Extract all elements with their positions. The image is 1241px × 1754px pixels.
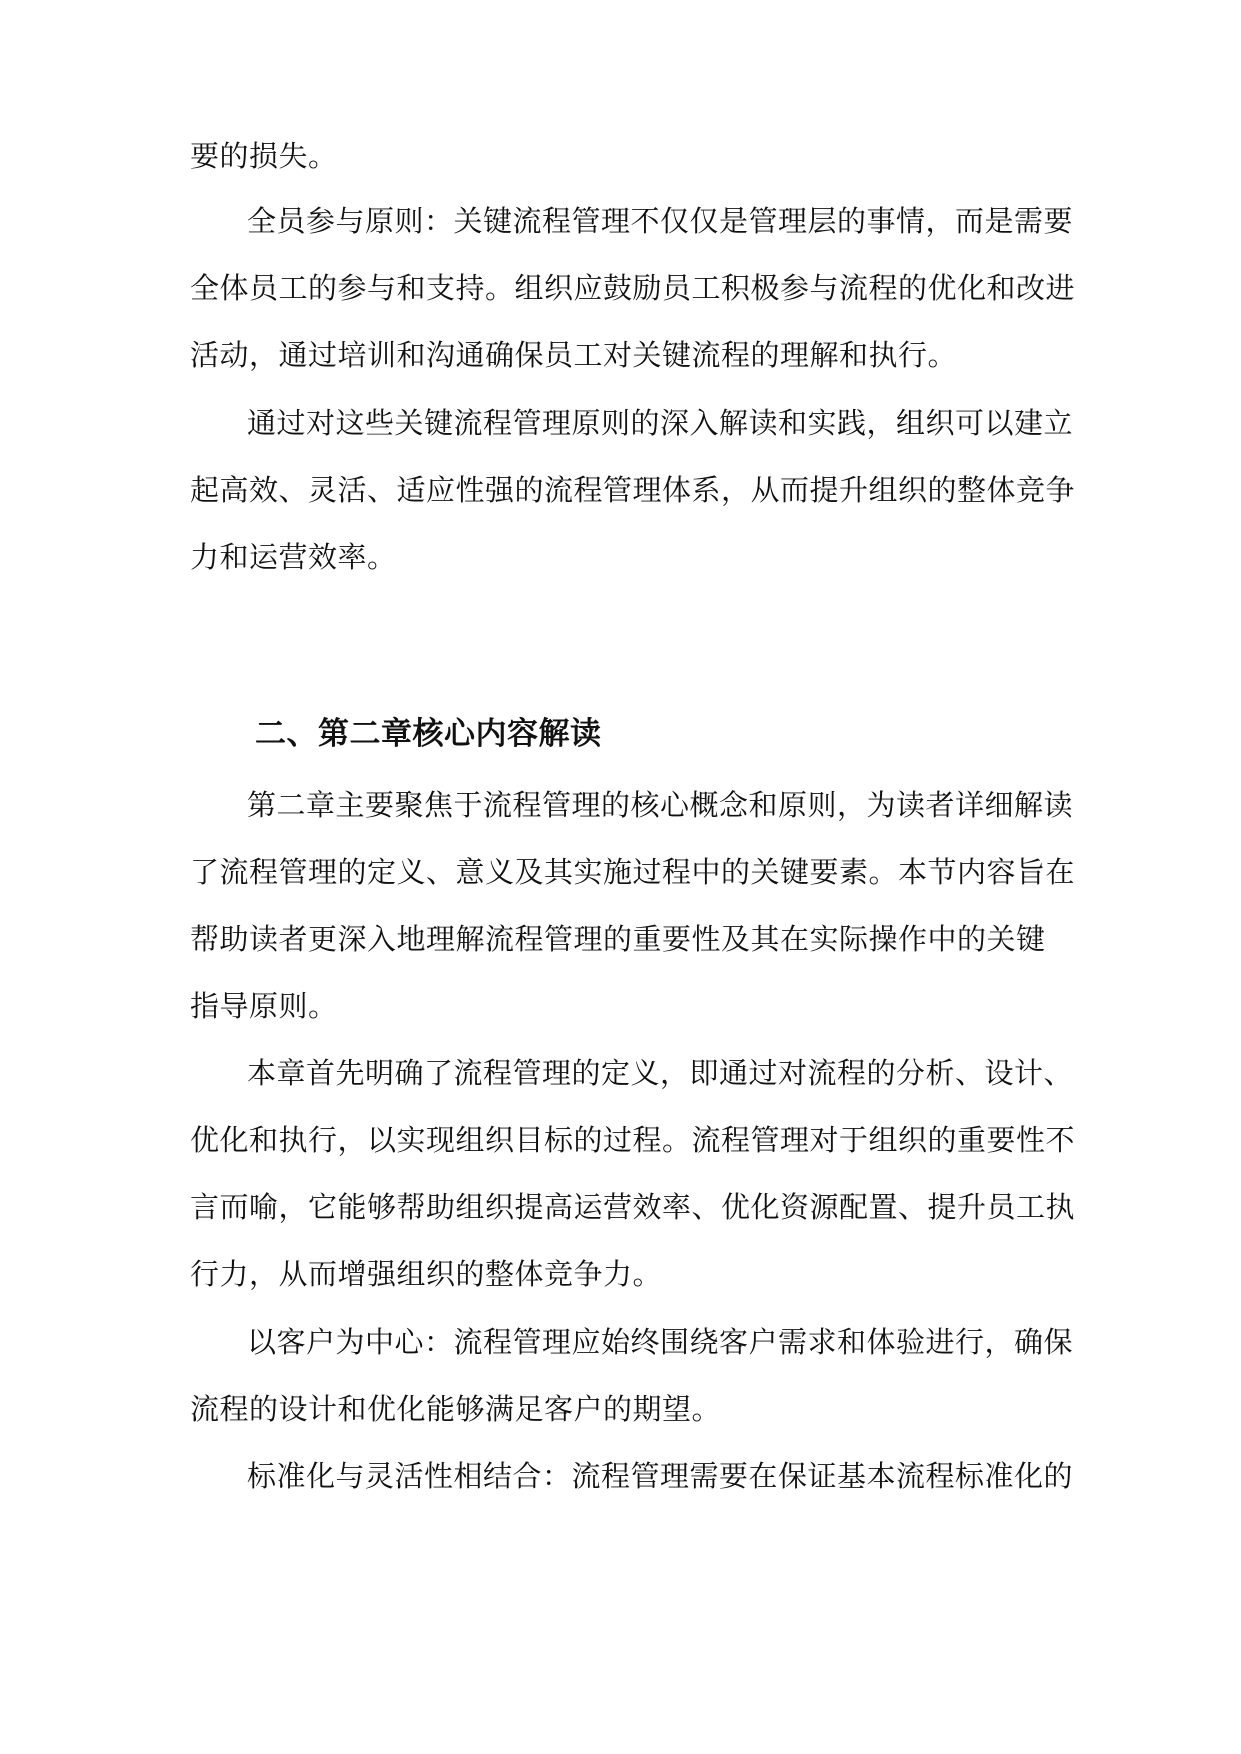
text-line: 行力，从而增强组织的整体竞争力。: [190, 1257, 663, 1291]
text-line: 起高效、灵活、适应性强的流程管理体系，从而提升组织的整体竞争: [190, 473, 1076, 507]
text-line: 帮助读者更深入地理解流程管理的重要性及其在实际操作中的关键: [190, 922, 1046, 956]
paragraph-start-line: 本章首先明确了流程管理的定义，即通过对流程的分析、设计、: [247, 1056, 1074, 1090]
paragraph-start-line: 第二章主要聚焦于流程管理的核心概念和原则，为读者详细解读: [247, 788, 1074, 822]
text-line: 活动，通过培训和沟通确保员工对关键流程的理解和执行。: [190, 338, 958, 372]
paragraph-start-line: 以客户为中心：流程管理应始终围绕客户需求和体验进行，确保: [247, 1325, 1074, 1359]
paragraph-start-line: 标准化与灵活性相结合：流程管理需要在保证基本流程标准化的: [247, 1459, 1074, 1493]
text-line: 指导原则。: [190, 989, 338, 1023]
text-line: 了流程管理的定义、意义及其实施过程中的关键要素。本节内容旨在: [190, 855, 1076, 889]
paragraph-start-line: 通过对这些关键流程管理原则的深入解读和实践，组织可以建立: [247, 406, 1074, 440]
text-line: 力和运营效率。: [190, 540, 397, 574]
text-line: 全体员工的参与和支持。组织应鼓励员工积极参与流程的优化和改进: [190, 271, 1076, 305]
text-line: 言而喻，它能够帮助组织提高运营效率、优化资源配置、提升员工执: [190, 1190, 1076, 1224]
paragraph-start-line: 全员参与原则：关键流程管理不仅仅是管理层的事情，而是需要: [247, 204, 1074, 238]
text-line: 优化和执行，以实现组织目标的过程。流程管理对于组织的重要性不: [190, 1123, 1076, 1157]
text-line: 要的损失。: [190, 139, 338, 173]
text-line: 流程的设计和优化能够满足客户的期望。: [190, 1392, 722, 1426]
section-heading: 二、第二章核心内容解读: [255, 716, 602, 752]
